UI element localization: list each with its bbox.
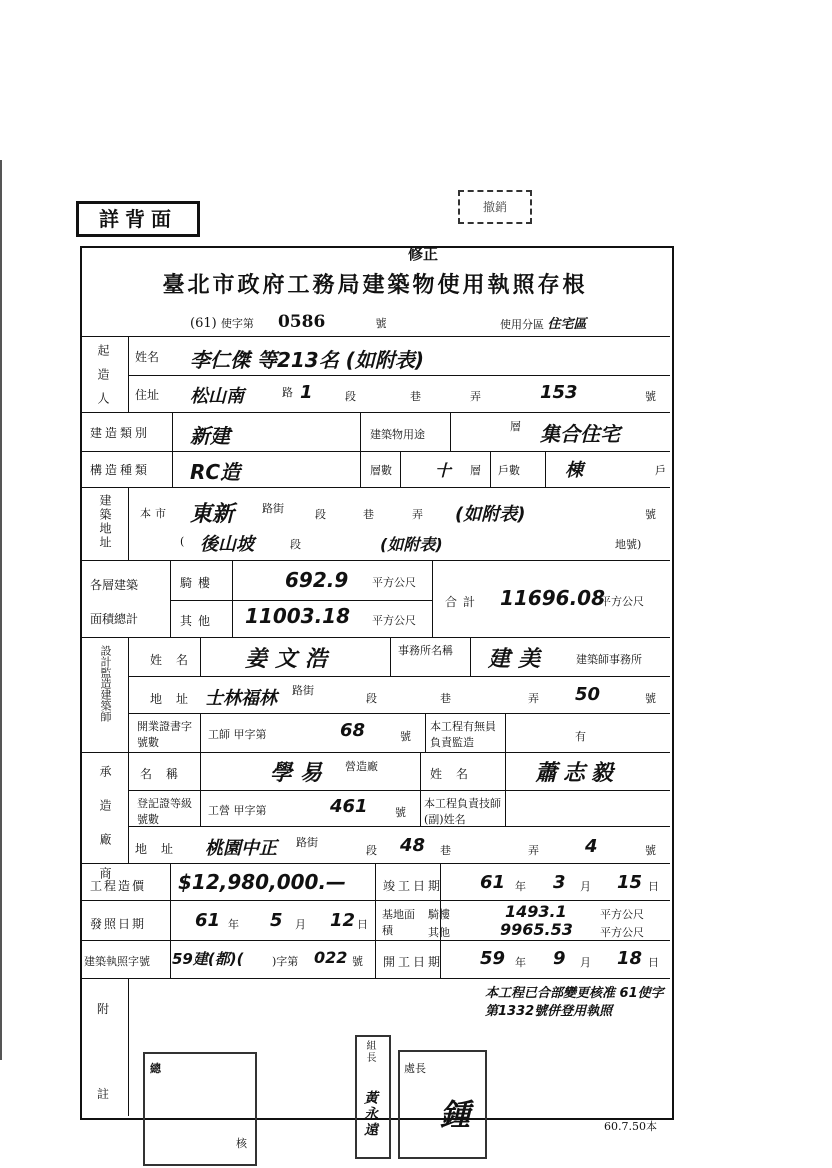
architect-addr-no-unit: 號 — [645, 692, 656, 705]
building-use-floor: 層 — [510, 420, 521, 433]
completion-year-unit: 年 — [515, 880, 526, 893]
issue-arcade-label: 騎樓 — [428, 908, 450, 921]
contractor-reg-suffix: 號 — [395, 806, 406, 819]
applicant-addr-alley: 弄 — [470, 390, 481, 403]
issue-day-unit: 日 — [357, 918, 368, 931]
architect-addr-sec-unit: 段 — [366, 692, 377, 705]
structure-value: RC造 — [190, 460, 241, 484]
structure-label: 構造種類 — [90, 463, 151, 477]
architect-addr-road-unit: 路街 — [292, 684, 314, 697]
cost-label: 工程造價 — [90, 879, 147, 893]
site-city: 本市 — [140, 507, 170, 520]
start-year: 59 — [480, 948, 506, 969]
contractor-person-label: 姓名 — [430, 767, 483, 781]
architect-supervisor-value: 有 — [575, 730, 586, 743]
site-no-unit: 號 — [645, 508, 656, 521]
zone-value: 住宅區 — [547, 317, 587, 332]
applicant-addr-no: 153 — [540, 382, 578, 403]
site-lane-unit: 巷 — [363, 508, 374, 521]
contractor-reg-label: 登記證等級號數 — [137, 797, 192, 826]
households-value: 棟 — [565, 460, 583, 481]
license-number: 0586 — [277, 312, 326, 332]
issue-arcade-unit: 平方公尺 — [600, 908, 644, 921]
contractor-addr-no-unit: 號 — [645, 844, 656, 857]
completion-month: 3 — [553, 872, 566, 893]
form-title: 臺北市政府工務局建築物使用執照存根 — [162, 272, 588, 298]
site-road-unit: 路街 — [262, 502, 284, 515]
start-label: 開工日期 — [383, 955, 444, 969]
architect-name-value: 姜文浩 — [245, 647, 336, 672]
area-label-2: 面積總計 — [90, 612, 139, 626]
scan-edge-left — [0, 160, 6, 1060]
applicant-addr-sec: 1 — [300, 382, 313, 403]
site-alley-unit: 弄 — [412, 508, 423, 521]
contractor-addr-alley-unit: 弄 — [528, 844, 539, 857]
contractor-reg-value: 工營 甲字第 — [208, 804, 267, 817]
start-year-unit: 年 — [515, 956, 526, 969]
start-day-unit: 日 — [648, 956, 659, 969]
construction-type-label: 建造類別 — [90, 426, 151, 440]
architect-cert-label: 開業證書字號數 — [137, 720, 192, 749]
building-use-value: 集合住宅 — [540, 422, 620, 446]
start-day: 18 — [617, 948, 643, 969]
applicant-addr-label: 住址 — [135, 388, 160, 402]
issue-year-unit: 年 — [228, 918, 239, 931]
permit-label: 建築執照字號 — [84, 955, 150, 968]
issue-month: 5 — [270, 910, 283, 931]
license-suffix: 號 — [375, 317, 387, 330]
households-label: 戶數 — [498, 464, 520, 477]
area-other-unit: 平方公尺 — [372, 614, 416, 627]
completion-day: 15 — [617, 872, 643, 893]
license-mid: 使字第 — [220, 317, 254, 330]
architect-cert-no: 68 — [340, 720, 366, 741]
architect-office-suffix: 建築師事務所 — [576, 653, 642, 666]
applicant-addr-road: 松山南 — [190, 386, 244, 407]
remarks-stamp-4-text: 黃永遠 — [362, 1090, 378, 1138]
area-total-label: 合計 — [445, 595, 482, 609]
remarks-signature: 鍾 — [440, 1098, 470, 1133]
area-arcade-label: 騎樓 — [180, 576, 217, 590]
contractor-addr-lane-unit: 巷 — [440, 844, 451, 857]
title-stamp: 修正 — [408, 245, 439, 263]
issue-other-unit: 平方公尺 — [600, 926, 644, 939]
issue-day: 12 — [330, 910, 356, 931]
applicant-addr-lane: 巷 — [410, 390, 421, 403]
site-note: (如附表) — [455, 504, 526, 525]
contractor-addr-value: 桃園中正 — [205, 838, 277, 859]
architect-office-label: 事務所名稱 — [398, 644, 453, 657]
start-month: 9 — [553, 948, 566, 969]
site-group-label: 建築地址 — [98, 494, 112, 550]
completion-year: 61 — [480, 872, 506, 893]
zone-line — [500, 313, 587, 332]
issue-label: 發照日期 — [90, 917, 147, 931]
floors-label: 層數 — [370, 464, 392, 477]
area-label-1: 各層建築 — [90, 578, 139, 592]
floors-value: 十 — [435, 461, 452, 480]
license-prefix: (61) — [190, 316, 217, 331]
issue-year: 61 — [195, 910, 221, 931]
applicant-addr-sec-unit: 段 — [345, 390, 356, 403]
remarks-stamp-3-text: 組長 — [364, 1040, 375, 1064]
site-line2-prefix: ( — [180, 535, 185, 548]
permit-no: 022 — [314, 948, 348, 967]
contractor-name-value: 學易 — [270, 761, 331, 786]
contractor-person-value: 蕭志毅 — [535, 761, 620, 786]
applicant-group-label: 起造人 — [96, 344, 110, 416]
architect-addr-value: 士林福林 — [205, 688, 277, 709]
issue-arcade-value: 1493.1 — [505, 902, 567, 921]
permit-suffix: 號 — [352, 955, 363, 968]
remarks-label-1: 附 — [97, 1002, 110, 1016]
area-arcade-unit: 平方公尺 — [372, 576, 416, 589]
issue-other-value: 9965.53 — [500, 920, 573, 939]
architect-cert-value: 工師 甲字第 — [208, 728, 267, 741]
applicant-addr-no-unit: 號 — [645, 390, 656, 403]
architect-office-value: 建美 — [488, 647, 549, 672]
cost-value: $12,980,000.— — [178, 870, 347, 894]
contractor-addr-road-unit: 路街 — [296, 836, 318, 849]
site-subsection: 後山坡 — [200, 534, 254, 555]
completion-month-unit: 月 — [580, 880, 591, 893]
architect-name-label: 姓名 — [150, 653, 203, 667]
completion-day-unit: 日 — [648, 880, 659, 893]
contractor-reg-no: 461 — [330, 796, 368, 817]
remarks-label-2: 註 — [97, 1087, 110, 1101]
contractor-addr-no: 4 — [585, 836, 598, 857]
architect-addr-lane-unit: 巷 — [440, 692, 451, 705]
completion-label: 竣工日期 — [383, 879, 444, 893]
area-other-label: 其他 — [180, 614, 217, 628]
header-label: 詳背面 — [76, 201, 200, 237]
start-month-unit: 月 — [580, 956, 591, 969]
site-district: 東新 — [190, 502, 235, 527]
remarks-stamp-2-text: 核 — [236, 1137, 247, 1150]
architect-group-label: 設計監造建築師 — [99, 645, 112, 722]
architect-cert-suffix: 號 — [400, 730, 411, 743]
footer-code: 60.7.50本 — [604, 1120, 657, 1133]
households-unit: 戶 — [655, 464, 666, 477]
architect-addr-no: 50 — [575, 684, 601, 705]
contractor-name-suffix: 營造廠 — [345, 760, 378, 773]
site-sub-unit: 段 — [290, 538, 301, 551]
contractor-addr-label: 地址 — [135, 842, 188, 856]
corner-stamp: 撤銷 — [458, 190, 532, 224]
site-lot-note: (如附表) — [380, 535, 443, 554]
site-lot-unit: 地號) — [615, 538, 642, 551]
area-other-value: 11003.18 — [245, 604, 351, 628]
issue-month-unit: 月 — [295, 918, 306, 931]
applicant-name-label: 姓名 — [135, 350, 160, 364]
issue-other-label: 其他 — [428, 926, 450, 939]
license-line — [190, 312, 386, 332]
architect-addr-alley-unit: 弄 — [528, 692, 539, 705]
permit-value: 59建(都)( — [172, 950, 244, 968]
issue-site-label: 基地面積 — [382, 908, 415, 937]
applicant-addr-road-unit: 路 — [282, 386, 293, 399]
area-total-value: 11696.08 — [500, 586, 606, 610]
contractor-addr-lane: 48 — [400, 835, 426, 856]
remarks-stamp-1-text: 總 — [150, 1062, 161, 1075]
permit-mid: )字第 — [272, 955, 299, 968]
remarks-stamp-5-text: 處長 — [404, 1062, 426, 1075]
remarks-note: 本工程已合部變更核准 61使字第1332號併登用執照 — [485, 986, 664, 1019]
architect-supervisor-label: 本工程有無員負責監造 — [430, 720, 496, 749]
applicant-name-value: 李仁傑 等213名 (如附表) — [190, 348, 424, 372]
construction-type-value: 新建 — [190, 424, 230, 448]
contractor-name-label: 名稱 — [140, 767, 193, 781]
contractor-tech-label: 本工程負責技師(副)姓名 — [424, 797, 501, 826]
area-arcade-value: 692.9 — [285, 568, 349, 592]
building-use-label: 建築物用途 — [370, 428, 425, 441]
floors-unit: 層 — [470, 464, 481, 477]
contractor-group-label: 承造廠商 — [98, 765, 112, 901]
contractor-addr-sec-unit: 段 — [366, 844, 377, 857]
zone-label: 使用分區 — [500, 318, 544, 331]
architect-addr-label: 地址 — [150, 692, 203, 706]
site-sec-unit: 段 — [315, 508, 326, 521]
area-total-unit: 平方公尺 — [600, 595, 644, 608]
